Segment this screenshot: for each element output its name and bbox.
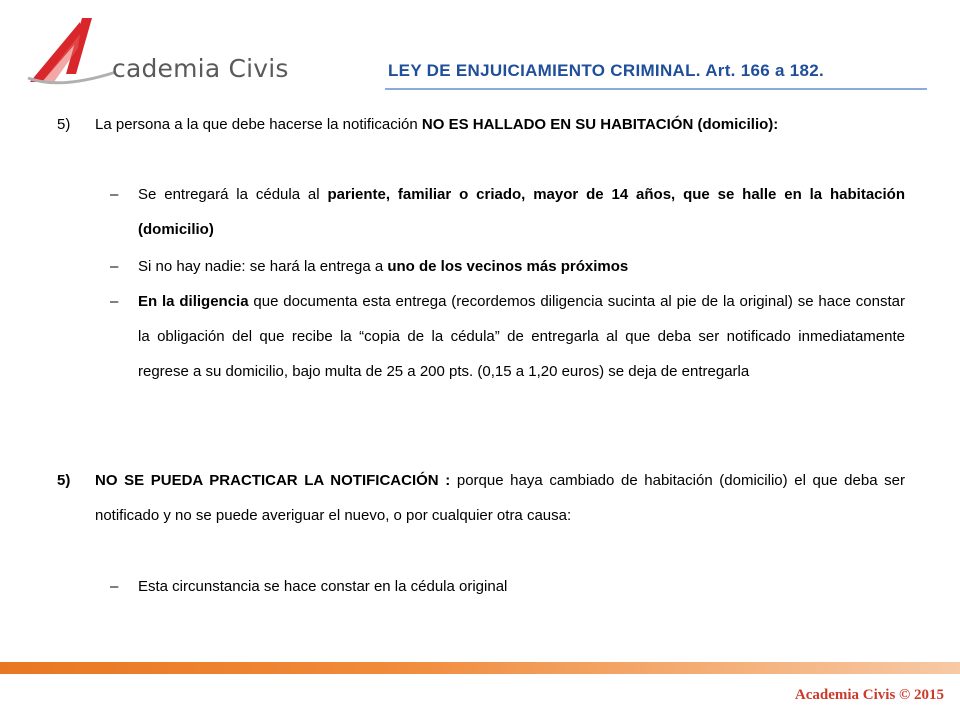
page-title: LEY DE ENJUICIAMIENTO CRIMINAL. Art. 166 a 182. (388, 61, 825, 80)
list-marker: – (110, 186, 119, 203)
item-emphasis: NO SE PUEDA PRACTICAR LA NOTIFICACIÓN : (95, 472, 451, 489)
item-text: que documenta esta entrega (recordemos diligencia sucinta al pie de la original) se hace constar la obligación del que recibe la “copia de la cédula” de entregarla al que deba ser notificado inmediatamente regrese a su domicilio, bajo multa de 25 a 200 pts. (0,15 a 1,20 euros) se deja de entregarla (138, 293, 905, 380)
item-emphasis: En la diligencia (138, 293, 249, 310)
list-marker: 5) (57, 116, 71, 133)
logo-text: cademia Civis (112, 54, 289, 83)
list-marker: – (110, 578, 119, 595)
item-emphasis: pariente, familiar o criado, mayor de 14 años, que se halle en la habitación (domicilio) (138, 186, 906, 238)
list-marker: – (110, 293, 119, 310)
list-marker: 5) (57, 472, 71, 489)
item-text: porque haya cambiado de habitación (domicilio) el que deba ser notificado y no se puede averiguar el nuevo, o por cualquier otra causa: (95, 472, 905, 524)
item-emphasis: NO ES HALLADO EN SU HABITACIÓN (domicilio): (421, 116, 779, 133)
item-emphasis: uno de los vecinos más próximos (387, 258, 629, 275)
list-subitem (110, 249, 905, 284)
list-item (57, 463, 905, 533)
item-text: Si no hay nadie: se hará la entrega a (138, 258, 388, 275)
item-text: Esta circunstancia se hace constar en la cédula original (138, 578, 508, 595)
list-subitem (110, 177, 906, 247)
list-item (57, 107, 905, 142)
list-subitem (110, 569, 905, 604)
list-marker: – (110, 258, 119, 275)
footer-copyright: Academia Civis © 2015 (794, 687, 944, 703)
item-text: La persona a la que debe hacerse la notificación (95, 116, 422, 133)
item-text: Se entregará la cédula al (138, 186, 328, 203)
list-subitem (110, 284, 905, 389)
footer-bar (0, 662, 960, 674)
